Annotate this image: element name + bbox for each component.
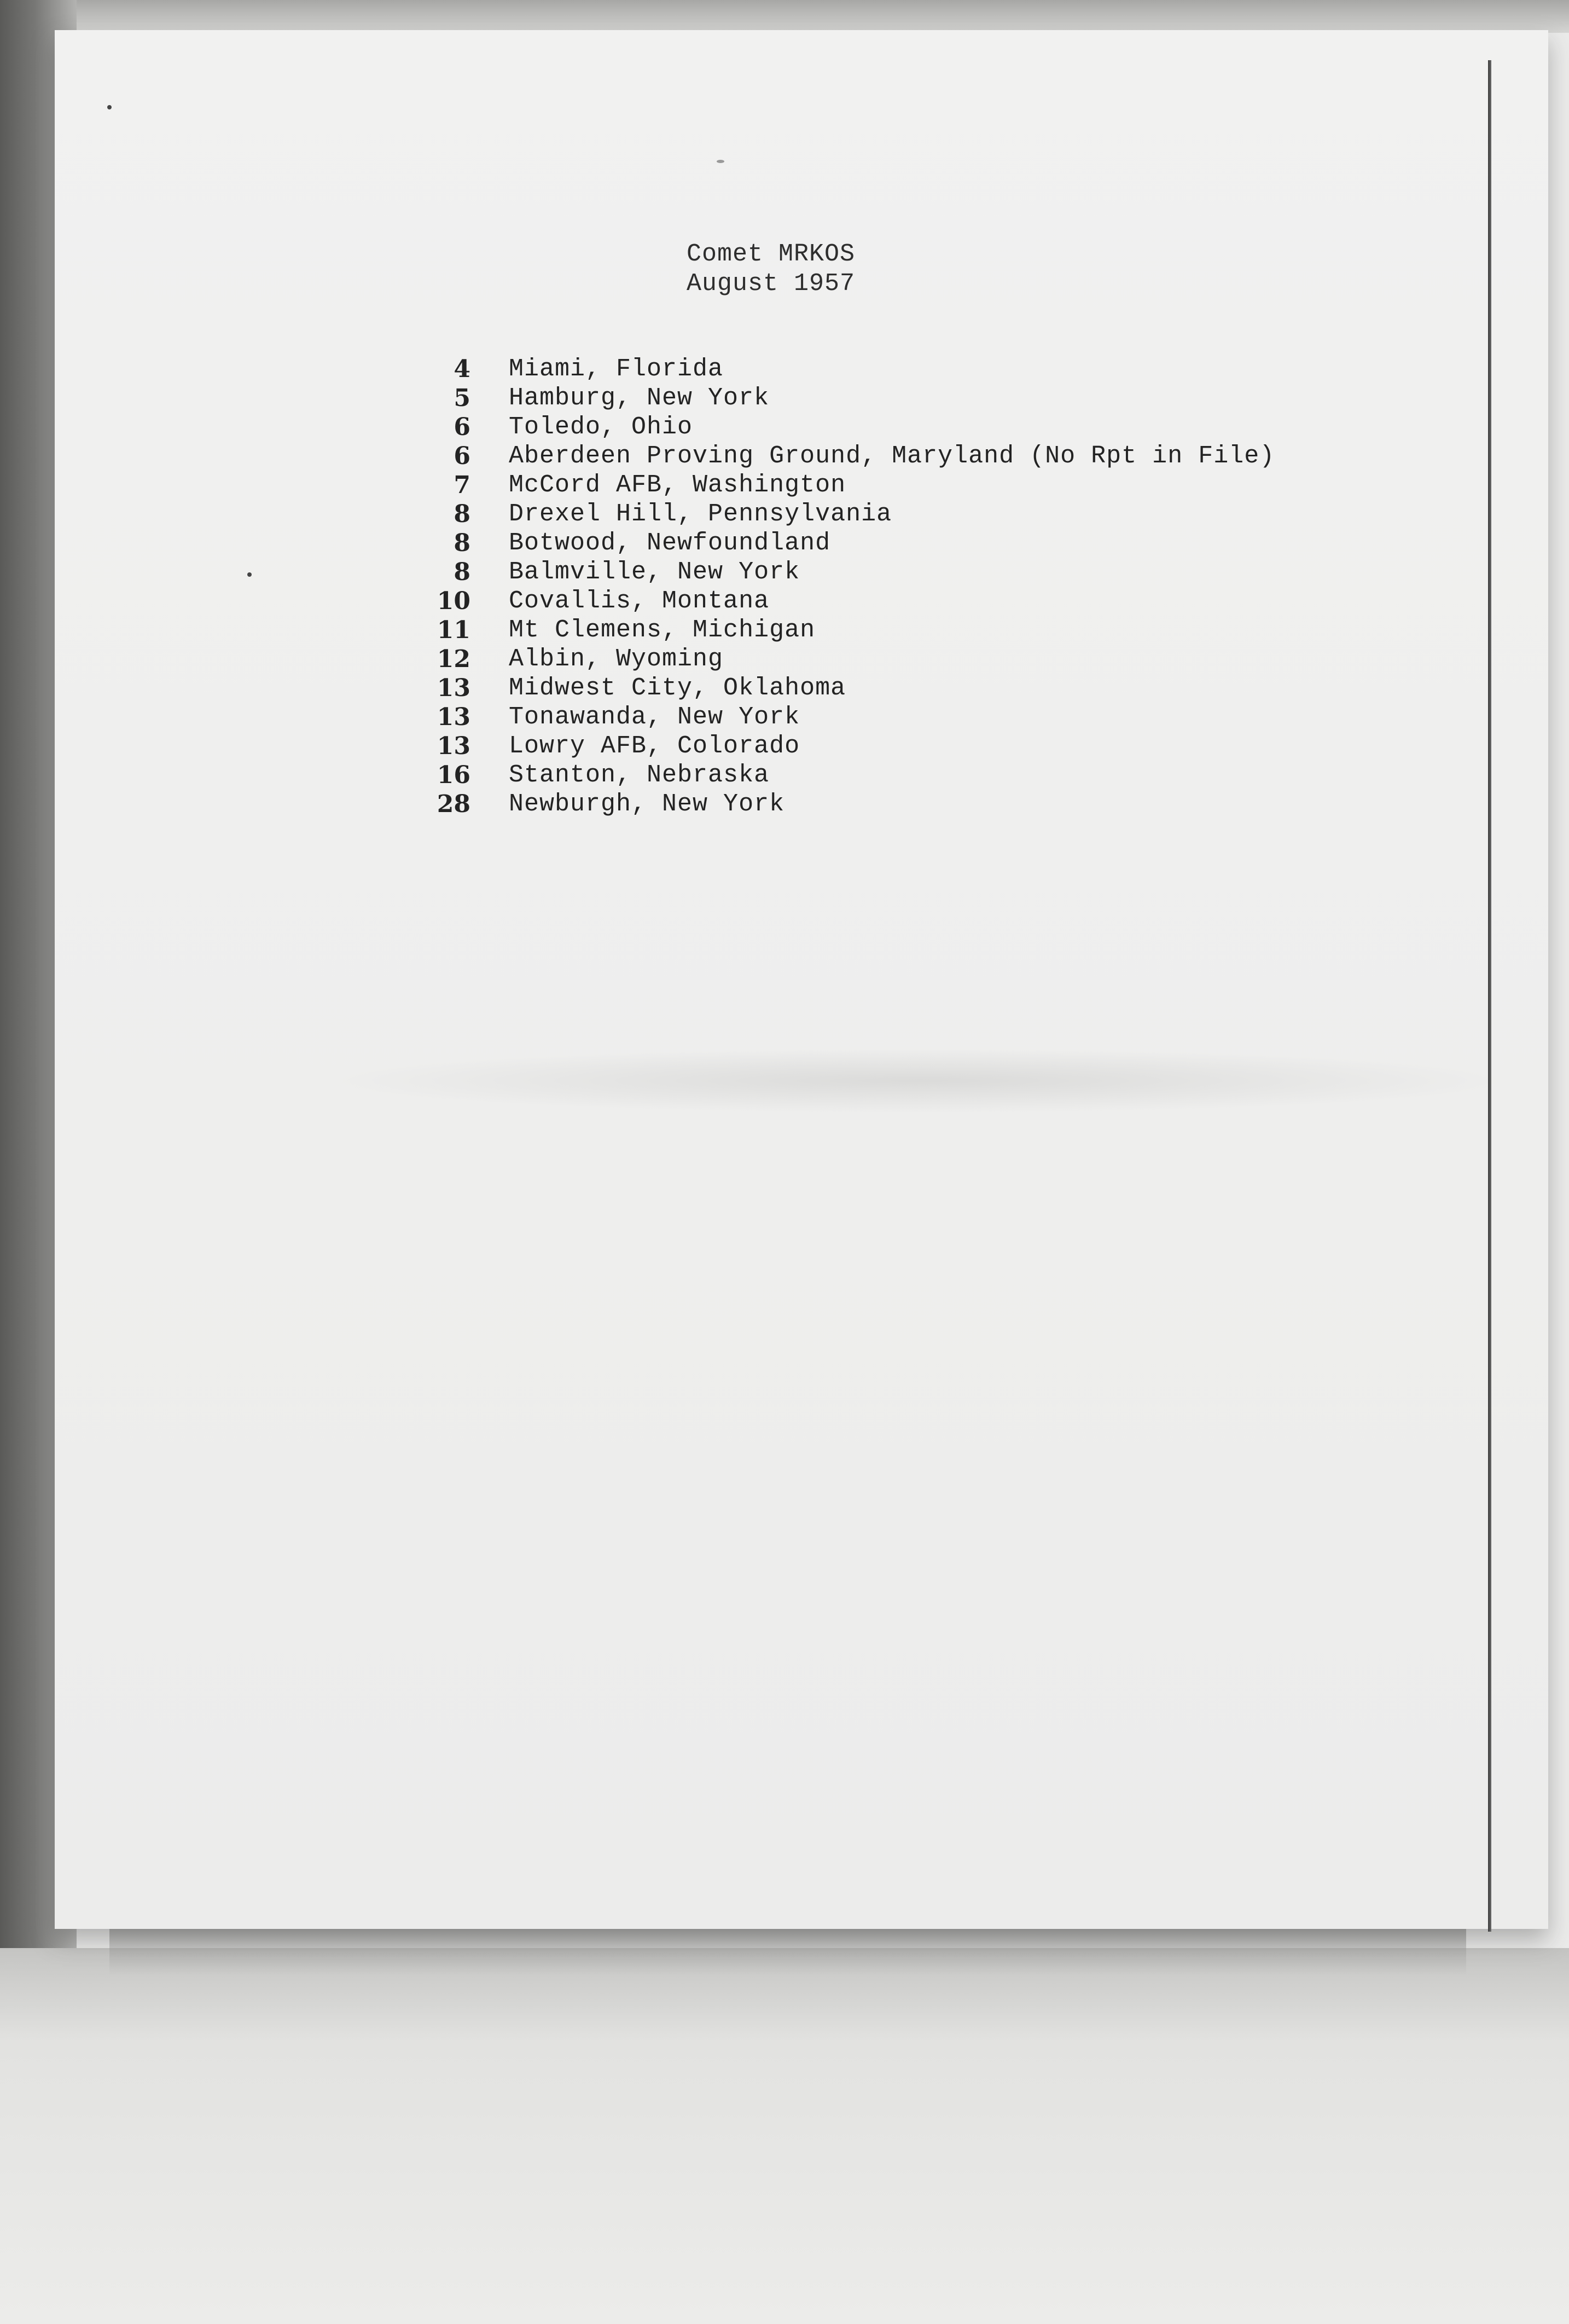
scan-speck [247, 572, 252, 577]
sighting-day: 5 [454, 384, 470, 412]
sighting-location: Toledo, Ohio [509, 413, 693, 441]
sighting-location: Mt Clemens, Michigan [509, 616, 816, 644]
sighting-location: Albin, Wyoming [509, 645, 724, 673]
sighting-location: Midwest City, Oklahoma [509, 674, 846, 702]
sighting-location: Botwood, Newfoundland [509, 529, 831, 557]
sighting-location: Lowry AFB, Colorado [509, 732, 800, 760]
sighting-location: McCord AFB, Washington [509, 471, 846, 499]
film-frame-bottom [0, 1948, 1569, 2324]
sighting-location: Hamburg, New York [509, 384, 770, 412]
title-date: August 1957 [687, 270, 856, 298]
sighting-day: 28 [437, 790, 470, 818]
sighting-location: Newburgh, New York [509, 790, 785, 818]
sighting-day: 16 [437, 761, 470, 789]
sighting-day: 13 [437, 703, 470, 731]
sighting-day: 13 [437, 732, 470, 760]
sighting-day: 12 [437, 645, 470, 673]
scan-speck [107, 105, 112, 109]
sighting-day: 8 [454, 500, 470, 528]
page-right-edge [1488, 60, 1491, 1932]
paper-shadow [109, 1926, 1466, 1975]
sighting-day: 6 [454, 413, 470, 441]
sighting-day: 13 [437, 674, 470, 702]
sighting-day: 7 [454, 471, 470, 499]
sighting-location: Tonawanda, New York [509, 703, 800, 731]
sighting-location: Miami, Florida [509, 355, 724, 383]
sighting-day: 8 [454, 558, 470, 586]
scan-smudge [317, 1048, 1521, 1114]
scan-speck [717, 160, 724, 163]
film-frame-top [0, 0, 1569, 33]
document-title [687, 240, 855, 299]
sighting-day: 4 [454, 355, 470, 383]
sighting-location: Covallis, Montana [509, 587, 770, 615]
sighting-location: Balmville, New York [509, 558, 800, 586]
sighting-location: Stanton, Nebraska [509, 761, 770, 789]
sighting-day: 8 [454, 529, 470, 557]
sighting-location: Aberdeen Proving Ground, Maryland (No Rpt in File) [509, 442, 1275, 470]
title-comet: Comet MRKOS [687, 240, 856, 268]
sighting-day: 11 [437, 616, 470, 644]
document-page [55, 30, 1548, 1929]
sighting-day: 10 [437, 587, 470, 615]
sighting-location: Drexel Hill, Pennsylvania [509, 500, 892, 528]
sighting-day: 6 [454, 442, 470, 470]
